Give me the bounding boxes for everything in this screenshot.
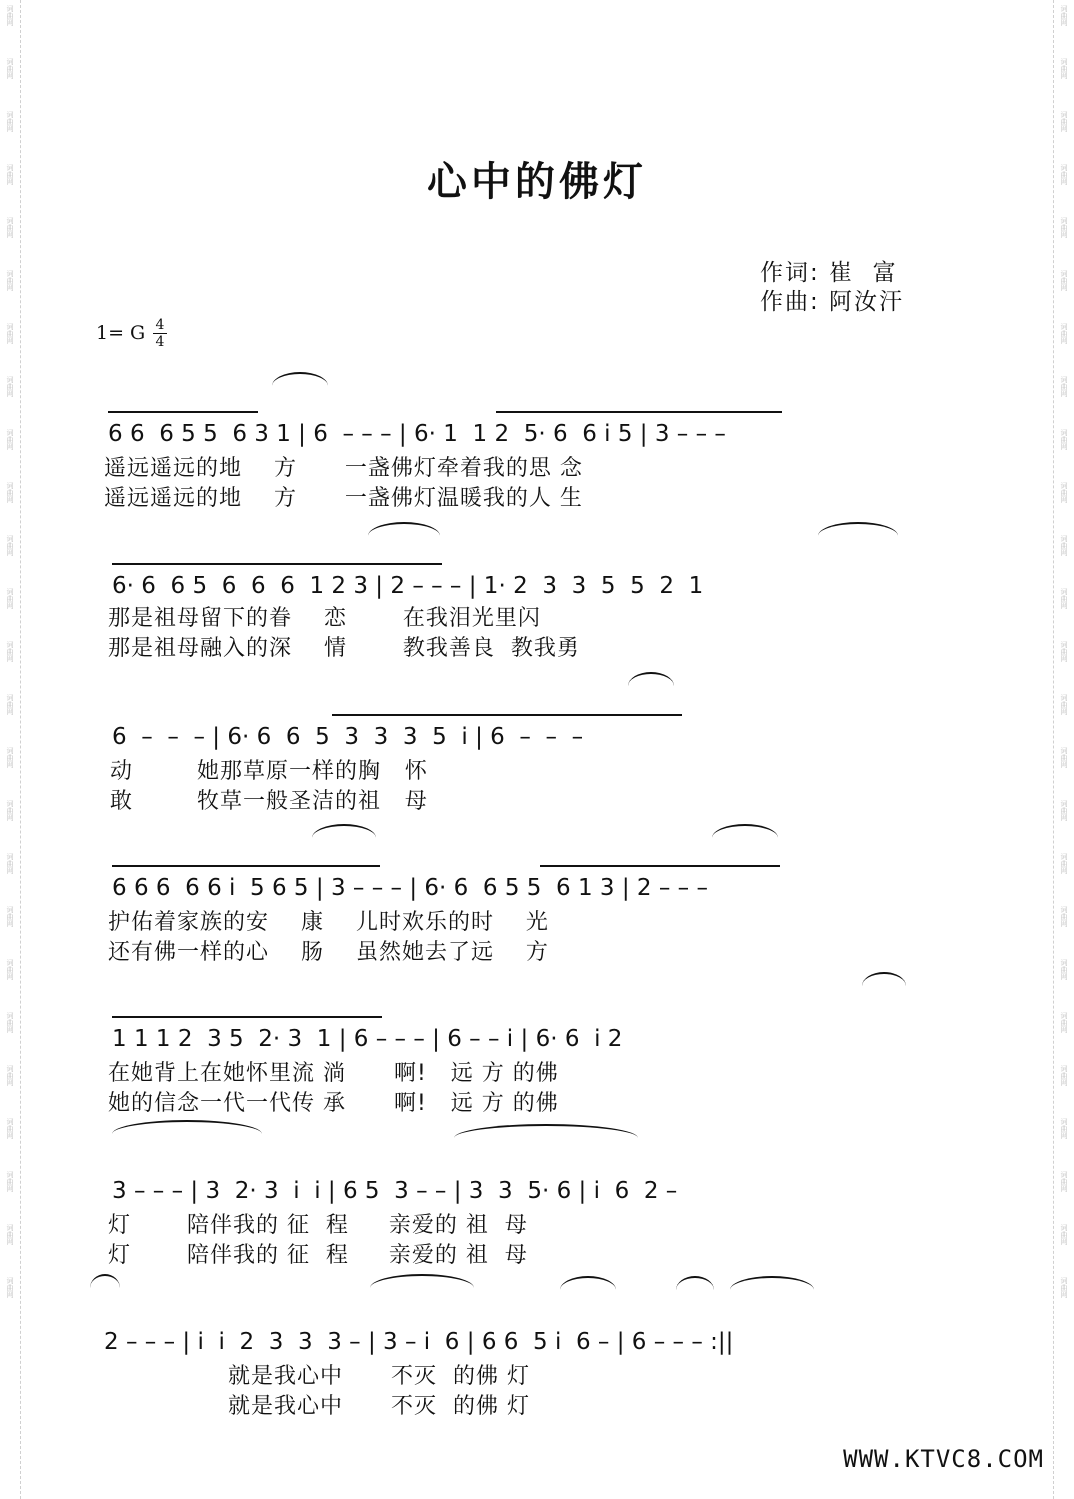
watermark-text: 词曲网 [1060, 853, 1068, 874]
notation-line [0, 1288, 1074, 1355]
watermark-text: 词曲网 [6, 694, 14, 715]
watermark-text: 词曲网 [1060, 641, 1068, 662]
rhythm-underline [112, 563, 442, 565]
score-system-7 [0, 1288, 1074, 1418]
watermark-text: 词曲网 [1060, 1224, 1068, 1245]
watermark-text: 词曲网 [1060, 376, 1068, 397]
watermark-text: 词曲网 [1060, 270, 1068, 291]
watermark-text: 词曲网 [6, 800, 14, 821]
watermark-text: 词曲网 [1060, 694, 1068, 715]
lyric-text: 遥远遥远的地 方 一盏佛灯牵着我的思 念 [104, 456, 583, 481]
watermark-text: 词曲网 [6, 906, 14, 927]
composer-credit: 作曲: 阿汝汗 [760, 289, 905, 315]
lyric-text: 遥远遥远的地 方 一盏佛灯温暖我的人 生 [104, 486, 583, 511]
jianpu-notes: 2 – – – | i i 2 3 3 3 – | 3 – i 6 | 6 6 5 i 6 – | 6 – – – :|| [104, 1329, 734, 1355]
score-system-1 [0, 380, 1074, 510]
watermark-text: 词曲网 [6, 588, 14, 609]
watermark-text: 词曲网 [1060, 111, 1068, 132]
jianpu-notes: 6 6 6 6 6 i 5 6 5 | 3 – – – | 6· 6 6 5 5 6 1 3 | 2 – – – [112, 875, 708, 901]
watermark-text: 词曲网 [1060, 959, 1068, 980]
watermark-text: 词曲网 [1060, 1118, 1068, 1139]
rhythm-underline [540, 865, 780, 867]
watermark-text: 词曲网 [1060, 217, 1068, 238]
score-system-6 [0, 1137, 1074, 1267]
watermark-text: 词曲网 [1060, 323, 1068, 344]
watermark-text: 词曲网 [1060, 429, 1068, 450]
rhythm-underline [112, 865, 380, 867]
watermark-text: 词曲网 [1060, 588, 1068, 609]
watermark-text: 词曲网 [6, 641, 14, 662]
score-system-5 [0, 985, 1074, 1115]
jianpu-notes: 3 – – – | 3 2· 3 i i | 6 5 3 – – | 3 3 5· 6 | i 6 2 – [112, 1178, 678, 1204]
watermark-text: 词曲网 [6, 164, 14, 185]
watermark-text: 词曲网 [6, 111, 14, 132]
watermark-text: 词曲网 [6, 1224, 14, 1245]
watermark-text: 词曲网 [6, 1065, 14, 1086]
lyric-verse-2 [0, 604, 1074, 694]
lyric-text: 就是我心中 不灭 的佛 灯 [228, 1394, 530, 1419]
score-system-4 [0, 834, 1074, 964]
score-system-3 [0, 683, 1074, 813]
lyric-text: 护佑着家族的安 康 儿时欢乐的时 光 [108, 910, 549, 935]
lyric-verse-2 [0, 454, 1074, 544]
watermark-text: 词曲网 [6, 482, 14, 503]
watermark-text: 词曲网 [6, 535, 14, 556]
watermark-text: 词曲网 [6, 58, 14, 79]
jianpu-notes: 6 6 6 5 5 6 3 1 | 6 – – – | 6· 1 1 2 5· 6 6 i 5 | 3 – – – [108, 421, 726, 447]
time-signature [153, 318, 167, 349]
time-signature-bottom: 4 [155, 334, 165, 350]
watermark-text: 词曲网 [6, 1277, 14, 1298]
watermark-text: 词曲网 [1060, 1065, 1068, 1086]
lyric-text: 灯 陪伴我的 征 程 亲爱的 祖 母 [108, 1243, 528, 1268]
key-signature: 1= G [96, 322, 146, 344]
song-title: 心中的佛灯 [427, 159, 647, 205]
lyric-verse-2 [0, 1362, 1074, 1452]
lyricist-credit: 作词: 崔 富 [760, 260, 898, 286]
watermark-text: 词曲网 [1060, 58, 1068, 79]
lyric-text: 还有佛一样的心 肠 虽然她去了远 方 [108, 940, 549, 965]
watermark-text: 词曲网 [6, 1012, 14, 1033]
watermark-text: 词曲网 [1060, 5, 1068, 26]
rhythm-underline [112, 1016, 382, 1018]
watermark-text: 词曲网 [1060, 906, 1068, 927]
jianpu-notes: 6 – – – | 6· 6 6 5 3 3 3 5 i | 6 – – – [112, 724, 584, 750]
watermark-text: 词曲网 [1060, 164, 1068, 185]
rhythm-underline [332, 714, 682, 716]
watermark-text: 词曲网 [1060, 747, 1068, 768]
lyric-text: 就是我心中 不灭 的佛 灯 [228, 1364, 530, 1389]
watermark-text: 词曲网 [6, 1171, 14, 1192]
watermark-text: 词曲网 [1060, 1012, 1068, 1033]
watermark-text: 词曲网 [1060, 1277, 1068, 1298]
watermark-text: 词曲网 [6, 323, 14, 344]
lyric-text: 她的信念一代一代传 承 啊! 远 方 的佛 [108, 1091, 559, 1116]
watermark-text: 词曲网 [6, 429, 14, 450]
watermark-text: 词曲网 [1060, 1171, 1068, 1192]
lyric-text: 动 她那草原一样的胸 怀 [110, 759, 428, 784]
rhythm-underline [496, 411, 782, 413]
jianpu-notes: 1 1 1 2 3 5 2· 3 1 | 6 – – – | 6 – – i | 6· 6 i 2 [112, 1026, 623, 1052]
watermark-text: 词曲网 [1060, 800, 1068, 821]
website-url: WWW.KTVC8.COM [843, 1445, 1044, 1473]
lyric-text: 那是祖母融入的深 情 教我善良 教我勇 [108, 636, 580, 661]
watermark-text: 词曲网 [6, 376, 14, 397]
watermark-text: 词曲网 [6, 217, 14, 238]
lyric-text: 敢 牧草一般圣洁的祖 母 [110, 789, 428, 814]
score-system-2 [0, 532, 1074, 662]
slur-arc [272, 372, 328, 386]
time-signature-top: 4 [155, 317, 165, 333]
watermark-text: 词曲网 [1060, 535, 1068, 556]
lyric-text: 灯 陪伴我的 征 程 亲爱的 祖 母 [108, 1213, 528, 1238]
watermark-text: 词曲网 [1060, 482, 1068, 503]
watermark-text: 词曲网 [6, 1118, 14, 1139]
watermark-text: 词曲网 [6, 5, 14, 26]
jianpu-notes: 6· 6 6 5 6 6 6 1 2 3 | 2 – – – | 1· 2 3 3 5 5 2 1 [112, 573, 704, 599]
rhythm-underline [108, 411, 258, 413]
watermark-text: 词曲网 [6, 853, 14, 874]
lyric-text: 在她背上在她怀里流 淌 啊! 远 方 的佛 [108, 1061, 559, 1086]
watermark-text: 词曲网 [6, 959, 14, 980]
watermark-text: 词曲网 [6, 747, 14, 768]
lyric-text: 那是祖母留下的眷 恋 在我泪光里闪 [108, 606, 541, 631]
watermark-text: 词曲网 [6, 270, 14, 291]
